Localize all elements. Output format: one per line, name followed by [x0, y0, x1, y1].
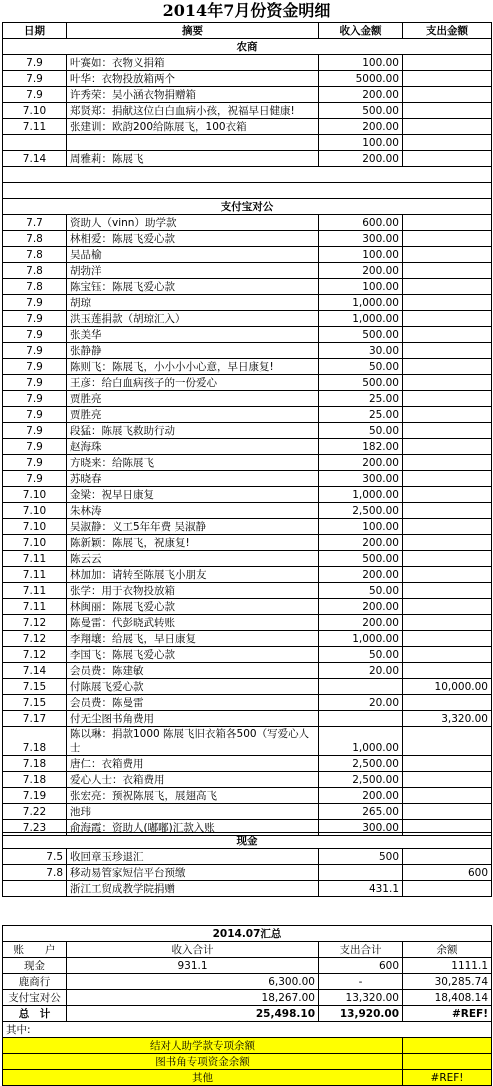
entry-income: 200.00 — [319, 263, 403, 279]
entry-income: 25.00 — [319, 407, 403, 423]
entry-expense — [403, 471, 492, 487]
table-row — [3, 103, 492, 119]
entry-summary: 周雅莉：陈展飞 — [67, 151, 319, 167]
entry-income: 200.00 — [319, 87, 403, 103]
entry-income: 200.00 — [319, 455, 403, 471]
entry-date: 7.9 — [3, 327, 67, 343]
entry-summary: 陈以琳：捐款1000 陈展飞旧衣箱各500（写爱心人士 — [67, 727, 319, 756]
section-title: 2014.07汇总 — [3, 926, 492, 942]
entry-summary: 张美华 — [67, 327, 319, 343]
summary-row — [3, 958, 492, 974]
entry-date: 7.7 — [3, 215, 67, 231]
entry-expense — [403, 772, 492, 788]
entry-summary: 收回章玉珍退汇 — [67, 849, 319, 865]
entry-summary: 胡勃洋 — [67, 263, 319, 279]
entry-income: 100.00 — [319, 55, 403, 71]
entry-expense — [403, 551, 492, 567]
entry-summary: 张静静 — [67, 343, 319, 359]
entry-expense — [403, 519, 492, 535]
entry-expense — [403, 151, 492, 167]
table-row — [3, 263, 492, 279]
entry-date: 7.19 — [3, 788, 67, 804]
spacer-cell — [3, 167, 492, 183]
spacer-row — [3, 167, 492, 183]
entry-date: 7.9 — [3, 55, 67, 71]
entry-income: 431.1 — [319, 881, 403, 897]
section-cash — [3, 833, 492, 849]
entry-summary: 张建训：欧韵200给陈展飞，100衣箱 — [67, 119, 319, 135]
entry-summary — [67, 135, 319, 151]
entry-date: 7.9 — [3, 71, 67, 87]
cash-table — [2, 832, 492, 897]
entry-income: 2,500.00 — [319, 503, 403, 519]
total-account: 总 计 — [3, 1006, 67, 1022]
entry-date: 7.9 — [3, 343, 67, 359]
entry-summary: 王彦：给白血病孩子的一份爱心 — [67, 375, 319, 391]
entry-expense — [403, 849, 492, 865]
detail-value: #REF! — [403, 1070, 492, 1086]
entry-expense — [403, 311, 492, 327]
entry-summary: 贾胜亮 — [67, 391, 319, 407]
table-row — [3, 535, 492, 551]
table-row — [3, 439, 492, 455]
entry-expense — [403, 359, 492, 375]
entry-summary: 陈云云 — [67, 551, 319, 567]
entry-date — [3, 135, 67, 151]
entry-date: 7.9 — [3, 311, 67, 327]
entry-income: 50.00 — [319, 359, 403, 375]
detail-row — [3, 1054, 492, 1070]
entry-date: 7.8 — [3, 231, 67, 247]
entry-income: 1,000.00 — [319, 487, 403, 503]
table-row — [3, 311, 492, 327]
entry-income: 2,500.00 — [319, 756, 403, 772]
entry-date: 7.10 — [3, 503, 67, 519]
table-row — [3, 772, 492, 788]
entry-expense — [403, 788, 492, 804]
entry-date: 7.11 — [3, 599, 67, 615]
among-label: 其中: — [3, 1022, 492, 1038]
table-row — [3, 327, 492, 343]
entry-summary: 资助人（vinn）助学款 — [67, 215, 319, 231]
entry-date: 7.9 — [3, 359, 67, 375]
entry-summary: 吴淑静：义工5年年费 吴淑静 — [67, 519, 319, 535]
entry-income: 182.00 — [319, 439, 403, 455]
table-row — [3, 865, 492, 881]
entry-income: 100.00 — [319, 279, 403, 295]
entry-date: 7.5 — [3, 849, 67, 865]
total-balance: #REF! — [403, 1006, 492, 1022]
page-title: 2014年7月份资金明细 — [162, 1, 331, 20]
entry-date: 7.11 — [3, 583, 67, 599]
table-row — [3, 695, 492, 711]
entry-expense — [403, 407, 492, 423]
entry-summary: 林加加：请转至陈展飞小朋友 — [67, 567, 319, 583]
section-alipay — [3, 199, 492, 215]
entry-income: 500.00 — [319, 375, 403, 391]
entry-income: 300.00 — [319, 820, 403, 836]
table-row — [3, 295, 492, 311]
entry-date: 7.23 — [3, 820, 67, 836]
table-row — [3, 881, 492, 897]
entry-summary: 郑贤郑：捐献这位白白血病小孩，祝福早日健康! — [67, 103, 319, 119]
detail-label: 图书角专项资金余额 — [3, 1054, 403, 1070]
entry-income: 500 — [319, 849, 403, 865]
entry-date: 7.9 — [3, 295, 67, 311]
entry-summary: 林相爱：陈展飞爱心款 — [67, 231, 319, 247]
section-title: 支付宝对公 — [3, 199, 492, 215]
entry-expense — [403, 87, 492, 103]
header-date: 日期 — [3, 23, 67, 39]
entry-expense — [403, 279, 492, 295]
table-row — [3, 487, 492, 503]
entry-summary: 段猛：陈展飞救助行动 — [67, 423, 319, 439]
entry-expense — [403, 71, 492, 87]
entry-date: 7.18 — [3, 727, 67, 756]
entry-expense — [403, 567, 492, 583]
entry-summary: 叶赛如：衣物义捐箱 — [67, 55, 319, 71]
entry-income: 100.00 — [319, 519, 403, 535]
entry-date: 7.9 — [3, 471, 67, 487]
entry-income — [319, 679, 403, 695]
summary-table — [2, 925, 492, 1086]
entry-income: 200.00 — [319, 535, 403, 551]
summary-account: 鹿商行 — [3, 974, 67, 990]
entry-date: 7.9 — [3, 87, 67, 103]
entry-expense: 3,320.00 — [403, 711, 492, 727]
spacer-row — [3, 183, 492, 199]
table-row — [3, 135, 492, 151]
entry-summary: 陈宝钰：陈展飞爱心款 — [67, 279, 319, 295]
table-row — [3, 727, 492, 756]
summary-income: 18,267.00 — [67, 990, 319, 1006]
detail-row — [3, 1038, 492, 1054]
entry-date: 7.12 — [3, 631, 67, 647]
detail-value — [403, 1054, 492, 1070]
entry-income: 1,000.00 — [319, 295, 403, 311]
table-row — [3, 647, 492, 663]
table-row — [3, 615, 492, 631]
entry-summary: 金梁：祝早日康复 — [67, 487, 319, 503]
spacer-cell — [3, 183, 492, 199]
table-row — [3, 663, 492, 679]
table-row — [3, 231, 492, 247]
summary-expense: 600 — [319, 958, 403, 974]
table-row — [3, 391, 492, 407]
entry-income: 265.00 — [319, 804, 403, 820]
entry-date: 7.11 — [3, 567, 67, 583]
entry-summary: 爱心人士：衣箱费用 — [67, 772, 319, 788]
table-row — [3, 151, 492, 167]
entry-date: 7.18 — [3, 756, 67, 772]
entry-date: 7.10 — [3, 535, 67, 551]
entry-expense — [403, 599, 492, 615]
entry-income: 2,500.00 — [319, 772, 403, 788]
entry-expense — [403, 455, 492, 471]
detail-label: 其他 — [3, 1070, 403, 1086]
entry-summary: 朱林涛 — [67, 503, 319, 519]
entry-summary: 叶华：衣物投放箱两个 — [67, 71, 319, 87]
entry-expense: 10,000.00 — [403, 679, 492, 695]
entry-summary: 陈新颖：陈展飞，祝康复! — [67, 535, 319, 551]
summary-header-expense: 支出合计 — [319, 942, 403, 958]
entry-date: 7.14 — [3, 151, 67, 167]
among-row — [3, 1022, 492, 1038]
entry-summary: 赵海珠 — [67, 439, 319, 455]
entry-date: 7.9 — [3, 455, 67, 471]
entry-expense — [403, 215, 492, 231]
table-row — [3, 849, 492, 865]
entry-date: 7.9 — [3, 391, 67, 407]
entry-expense — [403, 247, 492, 263]
entry-expense — [403, 503, 492, 519]
table-row — [3, 423, 492, 439]
section-title: 现金 — [3, 833, 492, 849]
entry-expense — [403, 647, 492, 663]
entry-income: 50.00 — [319, 583, 403, 599]
entry-expense — [403, 119, 492, 135]
entry-summary: 贾胜亮 — [67, 407, 319, 423]
table-row — [3, 631, 492, 647]
entry-date: 7.12 — [3, 615, 67, 631]
entry-date: 7.9 — [3, 375, 67, 391]
summary-row — [3, 974, 492, 990]
entry-date — [3, 881, 67, 897]
entry-income: 20.00 — [319, 663, 403, 679]
entry-date: 7.15 — [3, 679, 67, 695]
entry-date: 7.9 — [3, 439, 67, 455]
entry-date: 7.15 — [3, 695, 67, 711]
entry-summary: 张学：用于衣物投放箱 — [67, 583, 319, 599]
detail-label: 结对人助学款专项余额 — [3, 1038, 403, 1054]
entry-summary: 苏晓春 — [67, 471, 319, 487]
entry-income: 200.00 — [319, 151, 403, 167]
entry-expense — [403, 295, 492, 311]
entry-expense — [403, 343, 492, 359]
entry-income — [319, 711, 403, 727]
entry-date: 7.14 — [3, 663, 67, 679]
table-row — [3, 599, 492, 615]
entry-date: 7.11 — [3, 551, 67, 567]
entry-expense — [403, 756, 492, 772]
entry-expense — [403, 804, 492, 820]
total-income: 25,498.10 — [67, 1006, 319, 1022]
entry-expense — [403, 583, 492, 599]
table-row — [3, 583, 492, 599]
table-row — [3, 71, 492, 87]
table-row — [3, 551, 492, 567]
table-row — [3, 788, 492, 804]
entry-expense — [403, 423, 492, 439]
summary-header-income: 收入合计 — [67, 942, 319, 958]
entry-summary: 陈则飞：陈展飞，小小小小心意，早日康复! — [67, 359, 319, 375]
detail-row — [3, 1070, 492, 1086]
header-income: 收入金额 — [319, 23, 403, 39]
table-row — [3, 567, 492, 583]
entry-summary: 唐仁：衣箱费用 — [67, 756, 319, 772]
entry-income: 600.00 — [319, 215, 403, 231]
table-row — [3, 455, 492, 471]
table-row — [3, 55, 492, 71]
entry-expense — [403, 231, 492, 247]
entry-date: 7.22 — [3, 804, 67, 820]
entry-expense — [403, 615, 492, 631]
summary-expense: - — [319, 974, 403, 990]
entry-date: 7.18 — [3, 772, 67, 788]
table-row — [3, 87, 492, 103]
entry-summary: 林闽丽：陈展飞爱心款 — [67, 599, 319, 615]
entry-expense — [403, 375, 492, 391]
entry-date: 7.9 — [3, 407, 67, 423]
entry-date: 7.8 — [3, 279, 67, 295]
entry-income: 1,000.00 — [319, 631, 403, 647]
entry-expense — [403, 55, 492, 71]
table-row — [3, 711, 492, 727]
summary-balance: 30,285.74 — [403, 974, 492, 990]
entry-expense — [403, 695, 492, 711]
entry-summary: 会员费：陈曼雷 — [67, 695, 319, 711]
summary-account: 现金 — [3, 958, 67, 974]
entry-date: 7.8 — [3, 865, 67, 881]
table-row — [3, 756, 492, 772]
entry-summary: 浙江工贸成教学院捐赠 — [67, 881, 319, 897]
total-row — [3, 1006, 492, 1022]
entry-expense — [403, 327, 492, 343]
entry-expense — [403, 881, 492, 897]
detail-value — [403, 1038, 492, 1054]
entry-date: 7.12 — [3, 647, 67, 663]
header-row — [3, 23, 492, 39]
entry-summary: 池玮 — [67, 804, 319, 820]
entry-summary: 俞海霞：资助人(嘟嘟)汇款入账 — [67, 820, 319, 836]
entry-date: 7.9 — [3, 423, 67, 439]
summary-row — [3, 990, 492, 1006]
table-row — [3, 519, 492, 535]
entry-income: 50.00 — [319, 647, 403, 663]
entry-income: 100.00 — [319, 247, 403, 263]
table-row — [3, 471, 492, 487]
summary-header-row — [3, 942, 492, 958]
total-expense: 13,920.00 — [319, 1006, 403, 1022]
entry-summary: 陈曼雷：代彭晓武转账 — [67, 615, 319, 631]
entry-date: 7.17 — [3, 711, 67, 727]
table-row — [3, 407, 492, 423]
entry-income: 100.00 — [319, 135, 403, 151]
entry-income: 200.00 — [319, 788, 403, 804]
entry-income: 200.00 — [319, 567, 403, 583]
entry-date: 7.8 — [3, 247, 67, 263]
entry-income: 1,000.00 — [319, 727, 403, 756]
summary-balance: 18,408.14 — [403, 990, 492, 1006]
entry-income: 20.00 — [319, 695, 403, 711]
entry-expense — [403, 663, 492, 679]
entry-income: 200.00 — [319, 119, 403, 135]
entry-summary: 张宏亮：预祝陈展飞，展翅高飞 — [67, 788, 319, 804]
entry-income: 500.00 — [319, 103, 403, 119]
table-row — [3, 359, 492, 375]
table-row — [3, 503, 492, 519]
entry-summary: 洪玉莲捐款（胡琼汇入） — [67, 311, 319, 327]
header-expense: 支出金额 — [403, 23, 492, 39]
entry-expense — [403, 103, 492, 119]
entry-date: 7.10 — [3, 103, 67, 119]
entry-income: 500.00 — [319, 327, 403, 343]
entry-summary: 付无尘图书角费用 — [67, 711, 319, 727]
entry-income: 25.00 — [319, 391, 403, 407]
entry-expense — [403, 727, 492, 756]
summary-income: 6,300.00 — [67, 974, 319, 990]
summary-expense: 13,320.00 — [319, 990, 403, 1006]
summary-account: 支付宝对公 — [3, 990, 67, 1006]
entry-summary: 移动易管家短信平台预缴 — [67, 865, 319, 881]
header-summary: 摘要 — [67, 23, 319, 39]
entry-income: 500.00 — [319, 551, 403, 567]
table-row — [3, 247, 492, 263]
table-row — [3, 279, 492, 295]
table-row — [3, 804, 492, 820]
entry-expense — [403, 391, 492, 407]
entry-date: 7.10 — [3, 487, 67, 503]
table-row — [3, 679, 492, 695]
entry-expense — [403, 263, 492, 279]
entry-expense — [403, 487, 492, 503]
entry-expense — [403, 535, 492, 551]
entry-income: 300.00 — [319, 471, 403, 487]
summary-header-account: 账 户 — [3, 942, 67, 958]
summary-income: 931.1 — [67, 958, 319, 974]
summary-balance: 1111.1 — [403, 958, 492, 974]
entry-income: 300.00 — [319, 231, 403, 247]
entry-summary: 吴品榆 — [67, 247, 319, 263]
entry-date: 7.10 — [3, 519, 67, 535]
summary-title — [3, 926, 492, 942]
entry-date: 7.8 — [3, 263, 67, 279]
entry-expense — [403, 439, 492, 455]
entry-summary: 胡琼 — [67, 295, 319, 311]
entry-summary: 方晓来：给陈展飞 — [67, 455, 319, 471]
entry-expense — [403, 135, 492, 151]
entry-summary: 李翔壤：给展飞，早日康复 — [67, 631, 319, 647]
table-row — [3, 343, 492, 359]
entry-summary: 付陈展飞爱心款 — [67, 679, 319, 695]
section-nongshang — [3, 39, 492, 55]
table-row — [3, 375, 492, 391]
entry-income: 200.00 — [319, 599, 403, 615]
entry-income: 5000.00 — [319, 71, 403, 87]
entry-summary: 许秀荣：吴小涵衣物捐赠箱 — [67, 87, 319, 103]
entry-date: 7.11 — [3, 119, 67, 135]
table-row — [3, 119, 492, 135]
entry-income: 50.00 — [319, 423, 403, 439]
entry-income: 30.00 — [319, 343, 403, 359]
entry-expense — [403, 631, 492, 647]
entry-summary: 李国飞：陈展飞爱心款 — [67, 647, 319, 663]
entry-income: 1,000.00 — [319, 311, 403, 327]
entry-summary: 会员费：陈建敏 — [67, 663, 319, 679]
entry-income: 200.00 — [319, 615, 403, 631]
section-title: 农商 — [3, 39, 492, 55]
summary-header-balance: 余额 — [403, 942, 492, 958]
entry-income — [319, 865, 403, 881]
ledger-table — [2, 22, 492, 836]
table-row — [3, 215, 492, 231]
entry-expense: 600 — [403, 865, 492, 881]
